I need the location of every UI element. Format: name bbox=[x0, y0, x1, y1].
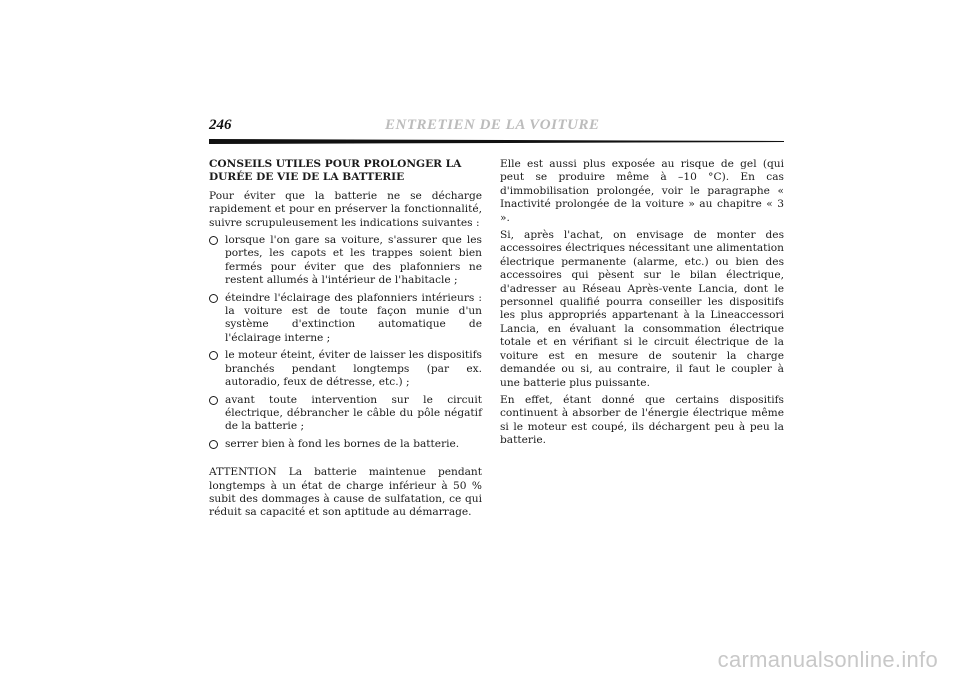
list-item-text: éteindre l'éclairage des plafonniers intérieurs : la voiture est de toute façon munie d'un système d'extinction automatique de l'éclairage interne ; bbox=[225, 291, 482, 344]
discharge-paragraph: En effet, étant donné que certains dispositifs continuent à absorber de l'énergie électrique même si le moteur est coupé, ils déchargent peu à peu la batterie. bbox=[500, 393, 784, 447]
header-rule bbox=[209, 138, 784, 145]
circle-bullet-icon bbox=[209, 236, 218, 245]
list-item bbox=[209, 234, 482, 288]
right-column bbox=[500, 158, 784, 452]
circle-bullet-icon bbox=[209, 294, 218, 303]
attention-label: ATTENTION bbox=[209, 466, 277, 479]
list-item-text: le moteur éteint, éviter de laisser les dispositifs branchés pendant longtemps (par ex. autoradio, feux de détresse, etc.) ; bbox=[225, 349, 482, 389]
section-title: CONSEILS UTILES POUR PROLONGER LA DURÉE DE VIE DE LA BATTERIE bbox=[209, 158, 462, 184]
watermark-text: carmanualsonline.info bbox=[717, 647, 938, 672]
left-column bbox=[209, 158, 482, 524]
intro-paragraph: Pour éviter que la batterie ne se décharge rapidement et pour en préserver la fonctionnalité, suivre scrupuleusement les indications suivantes : bbox=[209, 189, 482, 229]
list-item-text: serrer bien à fond les bornes de la batterie. bbox=[225, 437, 460, 450]
attention-text: La batterie maintenue pendant longtemps à un état de charge inférieur à 50 % subit des dommages à cause de sulfatation, ce qui réduit sa capacité et son aptitude au démarrage. bbox=[209, 466, 482, 519]
frost-paragraph: Elle est aussi plus exposée au risque de gel (qui peut se produire même à –10 °C). En cas d'immobilisation prolongée, voir le paragraphe « Inactivité prolongée de la voiture » au chapitre « 3 ». bbox=[500, 158, 784, 224]
list-item-text: avant toute intervention sur le circuit électrique, débrancher le câble du pôle négatif de la batterie ; bbox=[225, 393, 482, 433]
list-item-text: lorsque l'on gare sa voiture, s'assurer que les portes, les capots et les trappes soient bien fermés pour éviter que des plafonniers ne restent allumés à l'intérieur de l'habitacle ; bbox=[225, 234, 482, 287]
circle-bullet-icon bbox=[209, 440, 218, 449]
list-item bbox=[209, 349, 482, 389]
page-number: 246 bbox=[209, 117, 232, 133]
list-item bbox=[209, 438, 482, 451]
advice-list bbox=[209, 234, 482, 451]
list-item bbox=[209, 394, 482, 434]
attention-paragraph bbox=[209, 466, 482, 520]
circle-bullet-icon bbox=[209, 396, 218, 405]
circle-bullet-icon bbox=[209, 351, 218, 360]
running-title: ENTRETIEN DE LA VOITURE bbox=[385, 117, 600, 133]
accessories-paragraph: Si, après l'achat, on envisage de monter des accessoires électriques nécessitant une alimentation électrique permanente (alarme, etc.) ou bien des accessoires qui pèsent sur le bilan électrique, d'adresser au Réseau Après-vente Lancia, dont le personnel qualifié pourra conseiller les dispositifs les plus appropriés appartenant à la Lineaccessori Lancia, en évaluant la consommation électrique totale et en vérifiant si le circuit électrique de la voiture est en mesure de soutenir la charge demandée ou si, au contraire, il faut le coupler à une batterie plus puissante. bbox=[500, 229, 784, 389]
list-item bbox=[209, 292, 482, 346]
